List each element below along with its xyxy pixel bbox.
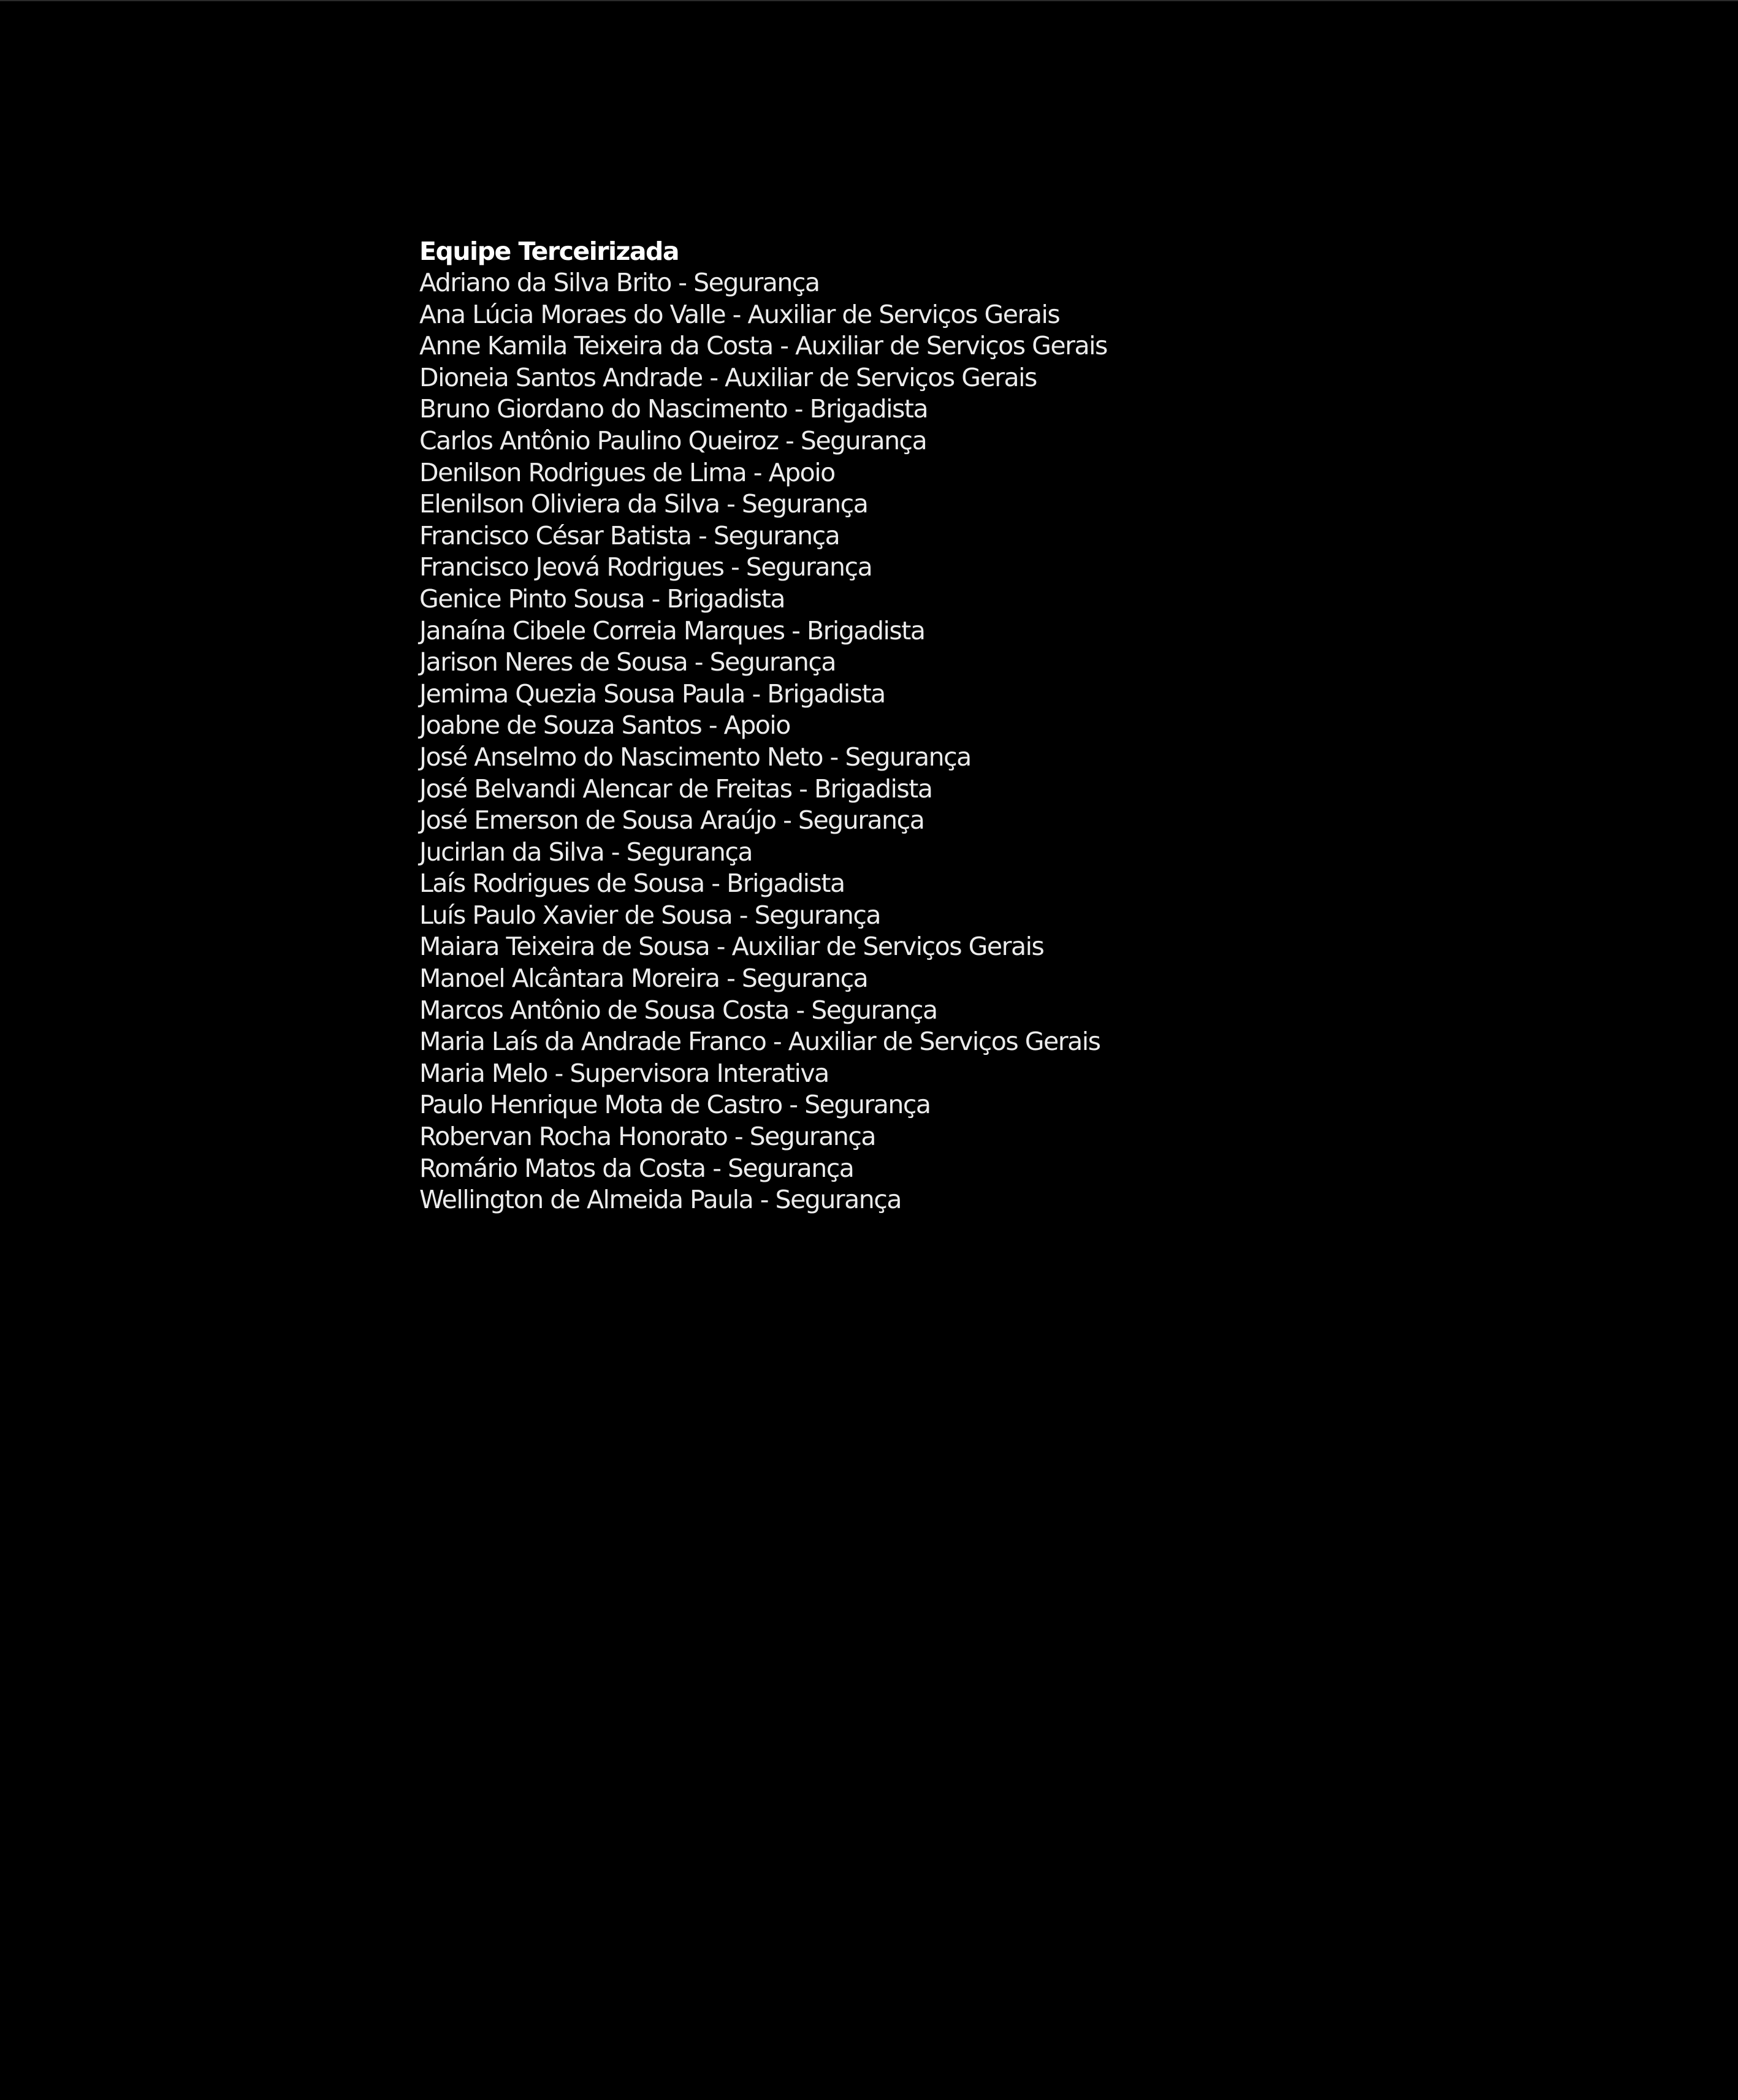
list-item: Genice Pinto Sousa - Brigadista	[419, 584, 785, 614]
list-item: Bruno Giordano do Nascimento - Brigadista	[419, 394, 928, 424]
list-item: Romário Matos da Costa - Segurança	[419, 1153, 854, 1183]
credits-block	[419, 235, 1339, 1216]
list-item: Adriano da Silva Brito - Segurança	[419, 268, 820, 297]
list-item: José Anselmo do Nascimento Neto - Segurança	[419, 742, 971, 772]
list-item: Dioneia Santos Andrade - Auxiliar de Serviços Gerais	[419, 362, 1037, 392]
list-item: Luís Paulo Xavier de Sousa - Segurança	[419, 900, 880, 930]
list-item: Francisco César Batista - Segurança	[419, 520, 840, 550]
list-item: José Emerson de Sousa Araújo - Segurança	[419, 805, 924, 835]
list-item: Paulo Henrique Mota de Castro - Segurança	[419, 1090, 931, 1120]
credits-title: Equipe Terceirizada	[419, 237, 679, 266]
list-item: Carlos Antônio Paulino Queiroz - Segurança	[419, 425, 927, 455]
list-item: Denilson Rodrigues de Lima - Apoio	[419, 457, 835, 487]
list-item: Anne Kamila Teixeira da Costa - Auxiliar de Serviços Gerais	[419, 331, 1107, 361]
list-item: Maria Laís da Andrade Franco - Auxiliar de Serviços Gerais	[419, 1027, 1100, 1057]
list-item: Wellington de Almeida Paula - Segurança	[419, 1185, 901, 1215]
list-item: Elenilson Oliviera da Silva - Segurança	[419, 489, 868, 519]
list-item: Laís Rodrigues de Sousa - Brigadista	[419, 869, 845, 899]
list-item: Marcos Antônio de Sousa Costa - Segurança	[419, 995, 937, 1025]
list-item: Maiara Teixeira de Sousa - Auxiliar de Serviços Gerais	[419, 932, 1044, 962]
list-item: Robervan Rocha Honorato - Segurança	[419, 1122, 876, 1152]
list-item: Manoel Alcântara Moreira - Segurança	[419, 964, 868, 994]
list-item: Maria Melo - Supervisora Interativa	[419, 1058, 829, 1088]
list-item: Joabne de Souza Santos - Apoio	[419, 710, 790, 740]
list-item: José Belvandi Alencar de Freitas - Brigadista	[419, 774, 932, 804]
list-item: Francisco Jeová Rodrigues - Segurança	[419, 552, 872, 582]
list-item: Janaína Cibele Correia Marques - Brigadista	[419, 615, 925, 645]
list-item: Jemima Quezia Sousa Paula - Brigadista	[419, 679, 885, 709]
list-item: Jarison Neres de Sousa - Segurança	[419, 647, 836, 677]
top-border	[0, 0, 1738, 1]
credits-list	[419, 267, 1339, 1216]
list-item: Jucirlan da Silva - Segurança	[419, 837, 753, 867]
list-item: Ana Lúcia Moraes do Valle - Auxiliar de Serviços Gerais	[419, 299, 1060, 329]
